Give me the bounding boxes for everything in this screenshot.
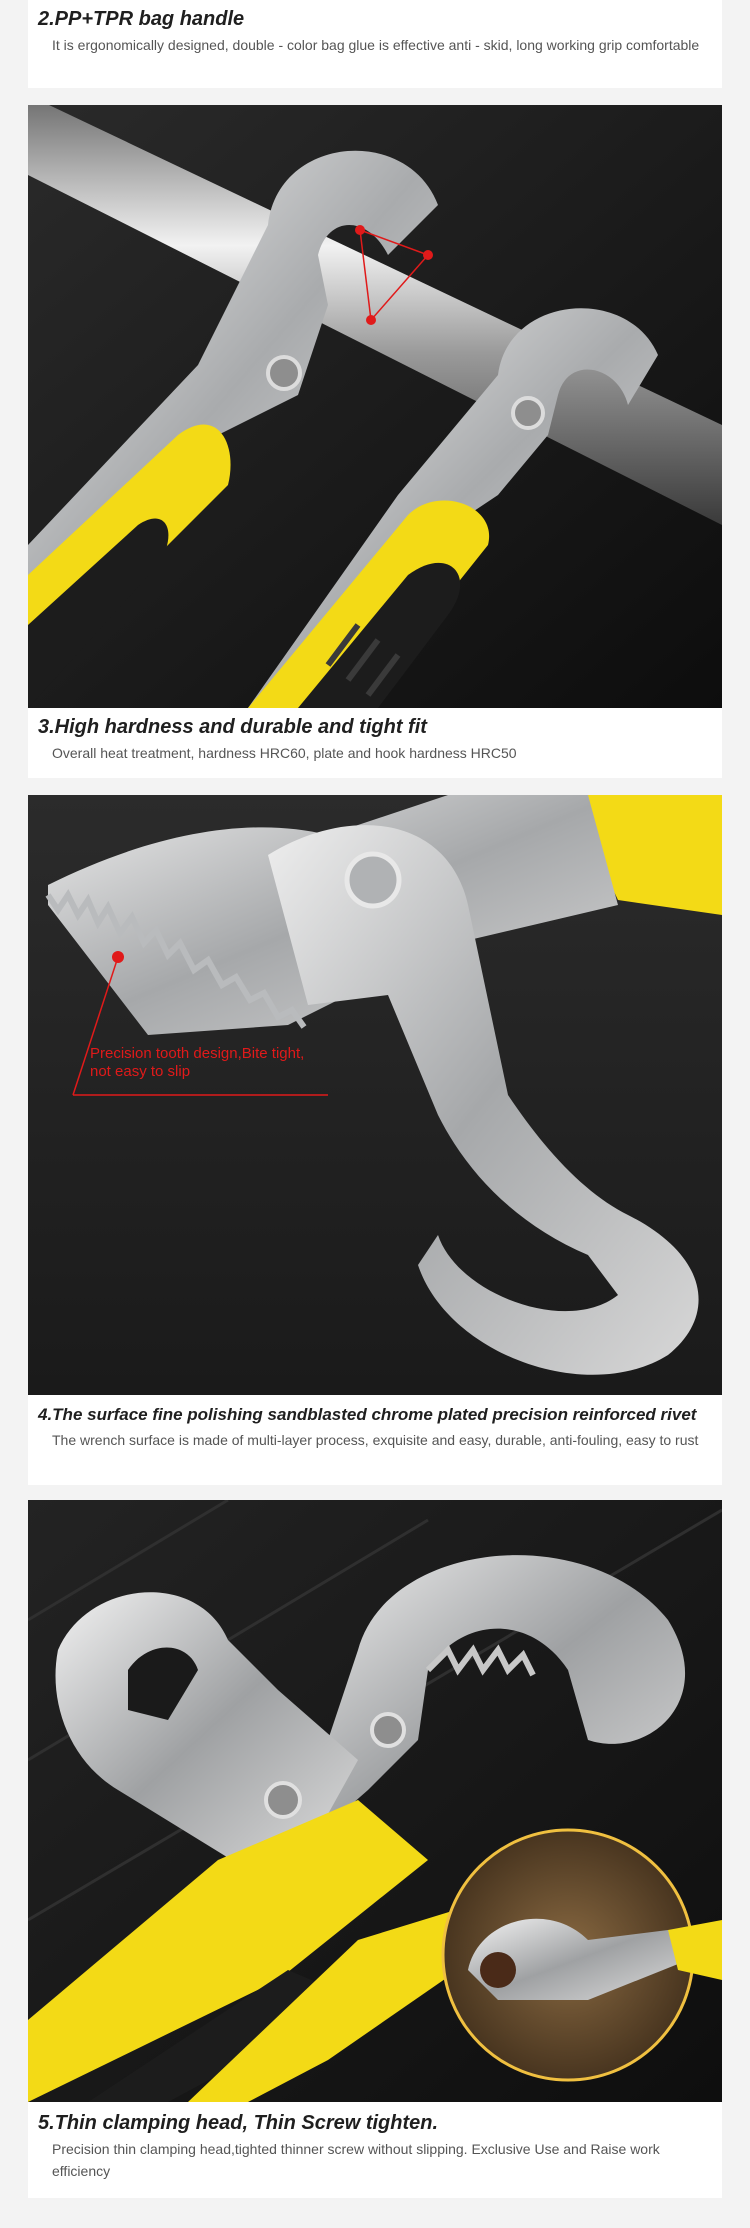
callout-line-1: Precision tooth design,Bite tight, xyxy=(90,1045,305,1062)
section-3-title: 3.High hardness and durable and tight fit xyxy=(38,716,427,738)
thin-clamping-head-photo xyxy=(28,1500,722,2102)
section-5-description: Precision thin clamping head,tighted thinner screw without slipping. Exclusive Use and Raise work efficiency xyxy=(52,2141,660,2179)
section-3-description: Overall heat treatment, hardness HRC60, plate and hook hardness HRC50 xyxy=(52,745,517,761)
section-4-title: 4.The surface fine polishing sandblasted chrome plated precision reinforced rivet xyxy=(38,1405,697,1424)
section-2-card xyxy=(28,0,722,88)
section-2-title: 2.PP+TPR bag handle xyxy=(38,8,245,30)
callout-line-2: not easy to slip xyxy=(90,1063,191,1080)
section-5-card xyxy=(28,2102,722,2198)
section-4-description: The wrench surface is made of multi-layer process, exquisite and easy, durable, anti-fouling, easy to rust xyxy=(52,1432,699,1448)
tooth-design-callout xyxy=(90,1045,304,1081)
wrench-pair-on-pipe-photo xyxy=(28,105,722,708)
section-4-card xyxy=(28,1395,722,1485)
section-2-description: It is ergonomically designed, double - color bag glue is effective anti - skid, long working grip comfortable xyxy=(52,37,700,53)
section-5-title: 5.Thin clamping head, Thin Screw tighten. xyxy=(38,2112,439,2134)
wrench-jaw-closeup-photo xyxy=(28,795,722,1395)
section-3-card xyxy=(28,708,722,778)
